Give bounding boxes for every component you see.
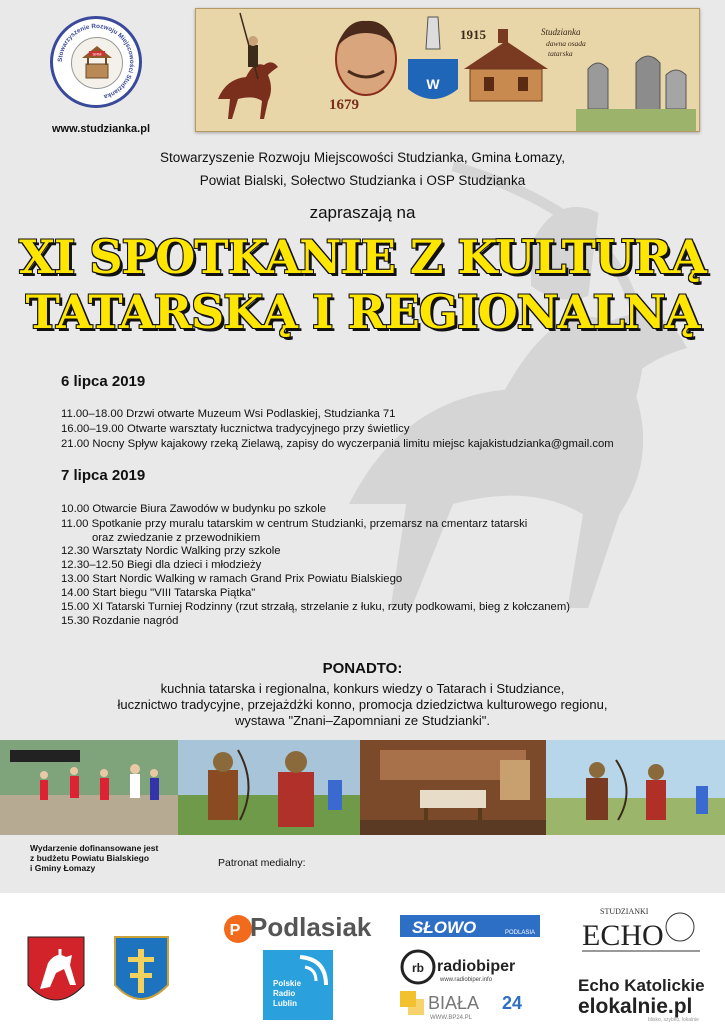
elokalnie-logo: elokalnie.pl	[578, 995, 693, 1018]
polskie-radio-lublin-logo	[263, 950, 333, 1020]
radiobiper-text: radiobiper	[437, 958, 516, 975]
day2-date: 7 lipca 2019	[61, 467, 146, 484]
photo-archers-field	[546, 740, 725, 835]
photo-archers	[178, 740, 360, 835]
podlasiak-logo	[224, 912, 372, 943]
invite-text: zapraszają na	[309, 203, 416, 222]
podlasiak-text: Podlasiak	[250, 912, 372, 942]
svg-text:P: P	[229, 922, 241, 939]
organizers-line-2: Powiat Bialski, Sołectwo Studzianka i OSP Studzianka	[199, 173, 526, 188]
logo-ring-text: Stowarzyszenie Rozwoju Miejscowości Studzianka	[56, 22, 136, 100]
ponadto-line: wystawa "Znani–Zapomniani ze Studzianki".	[235, 713, 490, 728]
ponadto-heading: PONADTO:	[322, 660, 403, 677]
day1-date: 6 lipca 2019	[61, 373, 146, 390]
day2-event: 14.00 Start biegu "VIII Tatarska Piątka"	[61, 587, 256, 599]
radiobiper-badge: rb	[412, 961, 424, 975]
day2-event: 10.00 Otwarcie Biura Zawodów w budynku po szkole	[61, 503, 326, 515]
day1-event: 16.00–19.00 Otwarte warsztaty łucznictwa tradycyjnego przy świetlicy	[61, 423, 410, 435]
logo-badge-text: SRM	[92, 51, 102, 57]
powiat-bialski-crest-icon	[28, 937, 84, 1000]
radiobiper-url: www.radiobiper.info	[440, 977, 493, 983]
biala24-url: WWW.BP24.PL	[430, 1015, 473, 1021]
event-title-line-1: XI SPOTKANIE Z KULTURĄ	[19, 230, 706, 284]
slowo-podlasia-logo	[400, 915, 540, 937]
slowo-text: SŁOWO	[412, 918, 477, 937]
banner-year-1915: 1915	[460, 27, 486, 42]
prl-text-2: Radio	[273, 989, 296, 998]
well-icon	[71, 37, 123, 89]
radiobiper-logo	[402, 951, 515, 983]
day2-event: 15.00 XI Tatarski Turniej Rodzinny (rzut strzałą, strzelanie z łuku, rzuty podkowami, bieg z kołczanem)	[61, 601, 570, 613]
funding-line: z budżetu Powiatu Bialskiego	[30, 853, 150, 863]
day2-event: 11.00 Spotkanie przy muralu tatarskim w centrum Studzianki, przemarsz na cmentarz tatarski	[61, 518, 528, 530]
sponsors-footer	[0, 893, 725, 1024]
biala24-logo	[400, 991, 522, 1021]
gmina-lomazy-crest-icon	[115, 937, 168, 999]
sponsor-logos	[0, 893, 725, 1024]
echo-studzianki-logo	[582, 907, 700, 952]
biala24-number: 24	[502, 993, 523, 1013]
banner-caption-3: tatarska	[548, 49, 573, 58]
association-logo	[50, 16, 142, 108]
funding-line: i Gminy Łomazy	[30, 863, 96, 873]
ponadto-line: kuchnia tatarska i regionalna, konkurs wiedzy o Tatarach i Studziance,	[160, 681, 565, 696]
funding-line: Wydarzenie dofinansowane jest	[30, 843, 159, 853]
website-link[interactable]: www.studzianka.pl	[52, 123, 150, 135]
organizers-line-1: Stowarzyszenie Rozwoju Miejscowości Studzianka, Gmina Łomazy,	[160, 150, 565, 165]
event-title-line-2: TATARSKĄ I REGIONALNĄ	[25, 285, 700, 339]
prl-text-1: Polskie	[273, 979, 302, 988]
echo-top-text: STUDZIANKI	[600, 907, 649, 916]
photo-runners	[0, 740, 178, 835]
day2-event: 12.30 Warsztaty Nordic Walking przy szkole	[61, 545, 281, 557]
day2-event: 15.30 Rozdanie nagród	[61, 615, 179, 627]
biala24-text: BIAŁA	[428, 993, 480, 1013]
day1-event: 21.00 Nocny Spływ kajakowy rzeką Zielawą, zapisy do wyczerpania limitu miejsc kajakistudzianka@gmail.com	[61, 438, 614, 450]
photo-museum-interior	[360, 740, 546, 835]
banner-caption-1: Studzianka	[541, 27, 581, 37]
heritage-banner	[195, 8, 700, 132]
banner-caption-2: dawna osada	[546, 39, 586, 48]
funding-note	[30, 843, 158, 873]
portrait-icon	[336, 21, 396, 95]
echo-katolickie-logo: Echo Katolickie	[578, 976, 705, 995]
banner-year-1679: 1679	[329, 97, 359, 113]
day1-event: 11.00–18.00 Drzwi otwarte Muzeum Wsi Podlaskiej, Studzianka 71	[61, 408, 396, 420]
echo-text: ECHO	[582, 919, 664, 952]
ponadto-line: łucznictwo tradycyjne, przejażdżki konno, promocja dziedzictwa kulturowego regionu,	[117, 697, 608, 712]
slowo-sub-text: PODLASIA	[505, 930, 536, 936]
day2-event: 12.30–12.50 Biegi dla dzieci i młodzieży	[61, 559, 262, 571]
banner-illustration	[196, 9, 699, 131]
elokalnie-tagline: blisko, szybko, lokalnie	[648, 1017, 699, 1023]
prl-text-3: Lublin	[273, 999, 297, 1008]
svg-text:W: W	[426, 76, 440, 92]
media-patronage-label: Patronat medialny:	[218, 857, 306, 869]
day2-event: 13.00 Start Nordic Walking w ramach Grand Prix Powiatu Bialskiego	[61, 573, 403, 585]
day2-event: oraz zwiedzanie z przewodnikiem	[92, 532, 261, 544]
